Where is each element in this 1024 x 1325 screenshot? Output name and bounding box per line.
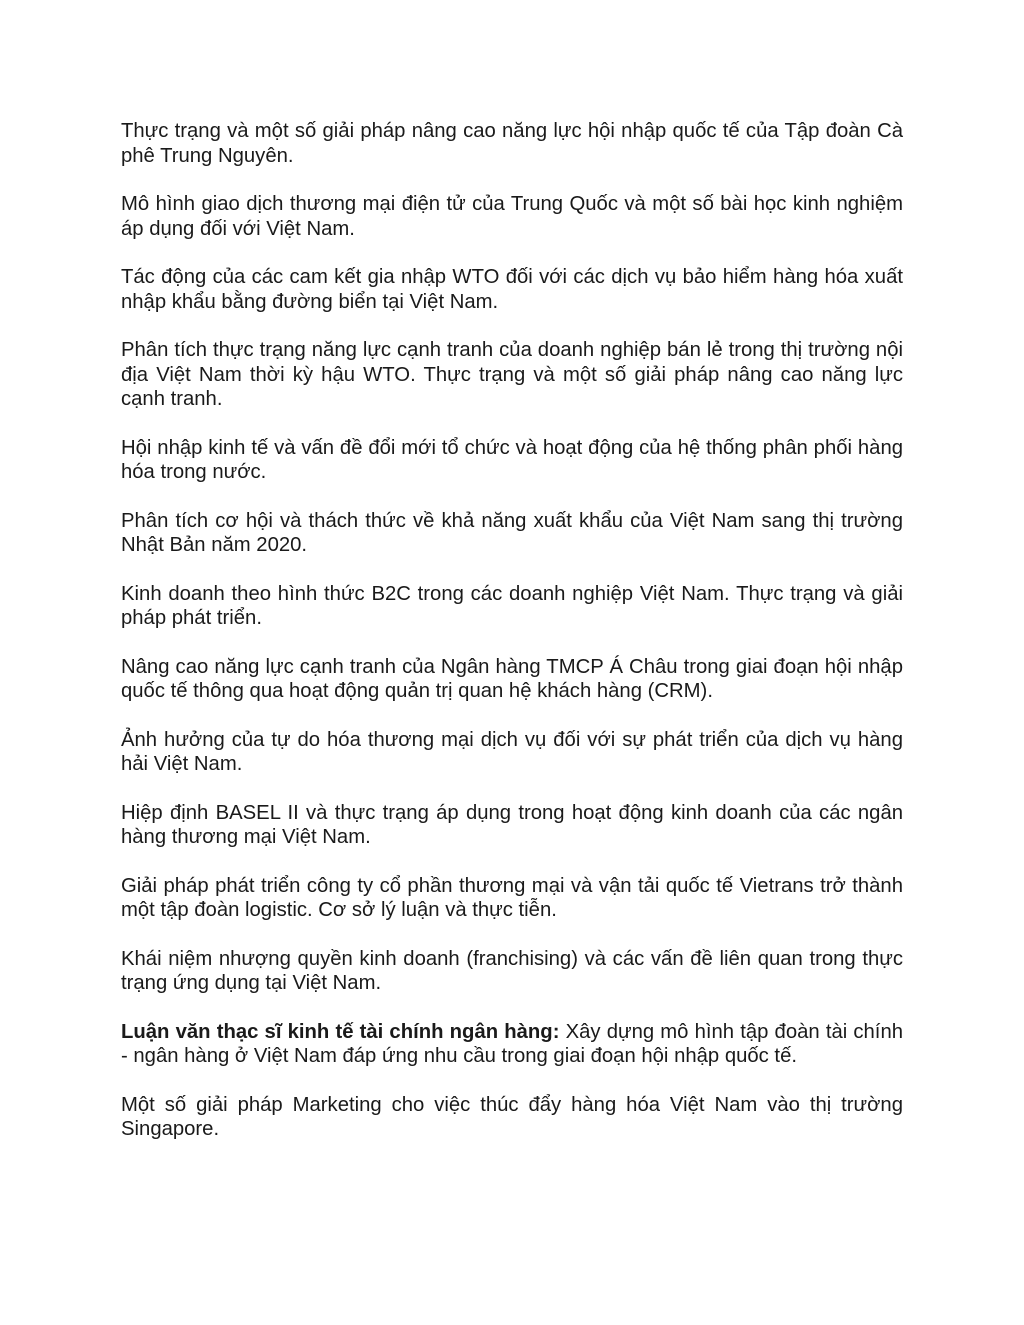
paragraph: Kinh doanh theo hình thức B2C trong các doanh nghiệp Việt Nam. Thực trạng và giải pháp phát triển. [121, 582, 903, 629]
paragraph: Mô hình giao dịch thương mại điện tử của Trung Quốc và một số bài học kinh nghiệm áp dụng đối với Việt Nam. [121, 193, 903, 240]
paragraph: Khái niệm nhượng quyền kinh doanh (franchising) và các vấn đề liên quan trong thực trạng ứng dụng tại Việt Nam. [121, 947, 903, 994]
paragraph-text: Xây dựng mô hình tập đoàn tài chính - ngân hàng ở Việt Nam đáp ứng nhu cầu trong giai đoạn hội nhập quốc tế. [121, 1020, 904, 1067]
paragraph: Phân tích thực trạng năng lực cạnh tranh của doanh nghiệp bán lẻ trong thị trường nội địa Việt Nam thời kỳ hậu WTO. Thực trạng và một số giải pháp nâng cao năng lực cạnh tranh. [121, 339, 903, 410]
paragraph-with-lead [121, 1020, 903, 1069]
paragraph-lead-bold: Luận văn thạc sĩ kinh tế tài chính ngân hàng: [121, 1020, 560, 1043]
paragraph: Hiệp định BASEL II và thực trạng áp dụng trong hoạt động kinh doanh của các ngân hàng thương mại Việt Nam. [121, 801, 903, 848]
document-body [121, 119, 903, 1166]
paragraph: Hội nhập kinh tế và vấn đề đổi mới tổ chức và hoạt động của hệ thống phân phối hàng hóa trong nước. [121, 436, 903, 483]
paragraph: Phân tích cơ hội và thách thức về khả năng xuất khẩu của Việt Nam sang thị trường Nhật Bản năm 2020. [121, 509, 903, 556]
paragraph: Một số giải pháp Marketing cho việc thúc đẩy hàng hóa Việt Nam vào thị trường Singapore. [121, 1093, 903, 1140]
paragraph: Tác động của các cam kết gia nhập WTO đối với các dịch vụ bảo hiểm hàng hóa xuất nhập khẩu bằng đường biển tại Việt Nam. [121, 266, 903, 313]
paragraph: Ảnh hưởng của tự do hóa thương mại dịch vụ đối với sự phát triển của dịch vụ hàng hải Việt Nam. [121, 728, 903, 775]
paragraph: Nâng cao năng lực cạnh tranh của Ngân hàng TMCP Á Châu trong giai đoạn hội nhập quốc tế thông qua hoạt động quản trị quan hệ khách hàng (CRM). [121, 655, 903, 702]
paragraph: Thực trạng và một số giải pháp nâng cao năng lực hội nhập quốc tế của Tập đoàn Cà phê Trung Nguyên. [121, 120, 903, 167]
paragraph: Giải pháp phát triển công ty cổ phần thương mại và vận tải quốc tế Vietrans trở thành một tập đoàn logistic. Cơ sở lý luận và thực tiễn. [121, 874, 903, 921]
